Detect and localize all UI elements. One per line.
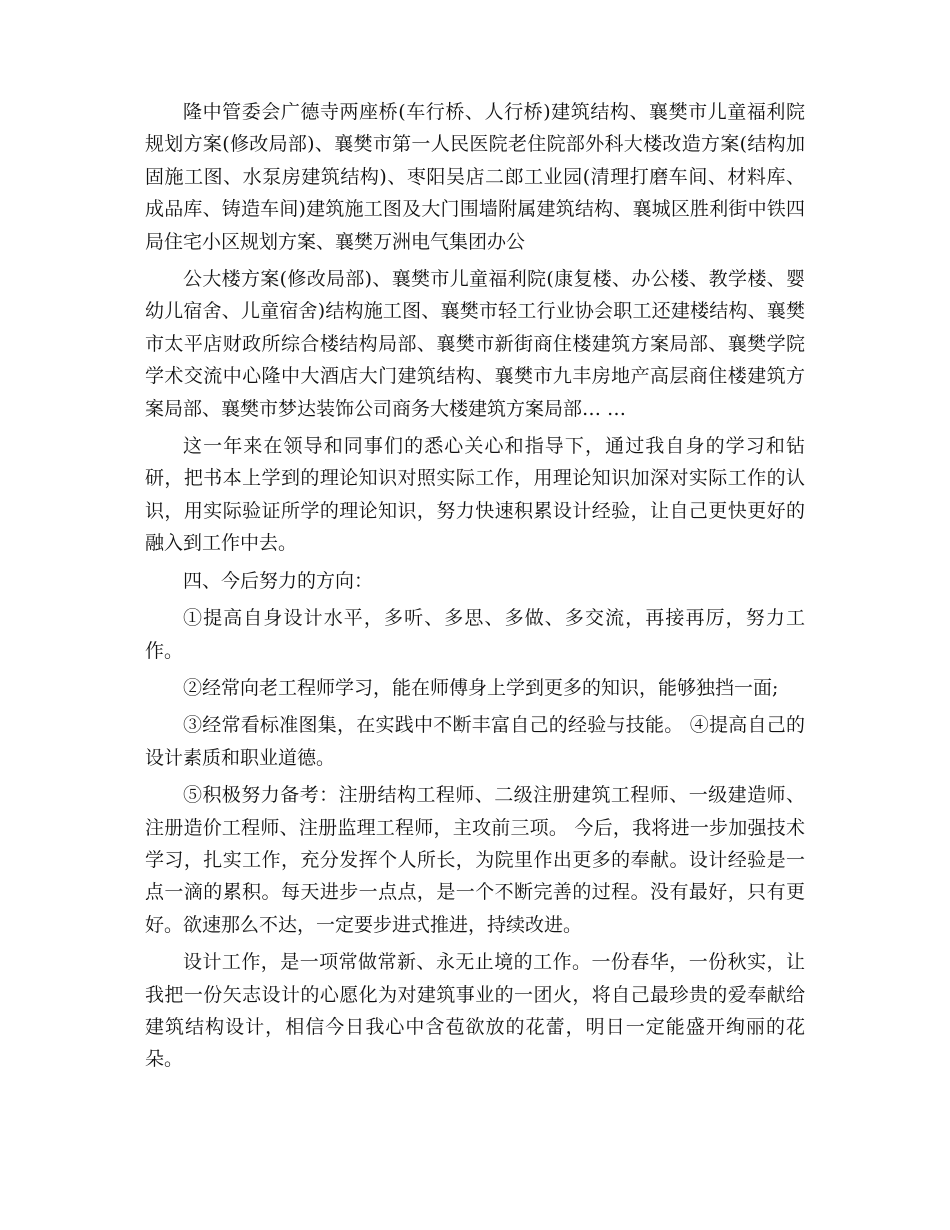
paragraph-future-heading: 四、今后努力的方向： [183, 569, 374, 592]
paragraph-projects-2: 公大楼方案(修改局部)、襄樊市儿童福利院(康复楼、办公楼、教学楼、婴幼儿宿舍、儿童宿舍)结构施工图、襄樊市轻工行业协会职工还建楼结构、襄樊市太平店财政所综合楼结构局部、襄樊市新街商住楼建筑方案局部、襄樊学院学术交流中心隆中大酒店大门建筑结构、襄樊市九丰房地产高层商住楼建筑方案局部、襄樊市梦达装饰公司商务大楼建筑方案局部… … [145, 268, 805, 420]
paragraph-goal-2: ②经常向老工程师学习，能在师傅身上学到更多的知识，能够独挡一面; [183, 676, 779, 699]
paragraph-goal-5: ⑤积极努力备考：注册结构工程师、二级注册建筑工程师、一级建造师、注册造价工程师、注册监理工程师，主攻前三项。 今后，我将进一步加强技术学习，扎实工作，充分发挥个人所长，为院里作出更多的奉献。设计经验是一点一滴的累积。每天进步一点点，是一个不断完善的过程。没有最好，只有更好。欲速那么不达，一定要步进式推进，持续改进。 [145, 784, 805, 936]
paragraph-goal-1: ①提高自身设计水平，多听、多思、多做、多交流，再接再厉，努力工作。 [145, 607, 805, 662]
paragraph-goal-3-4: ③经常看标准图集，在实践中不断丰富自己的经验与技能。 ④提高自己的设计素质和职业道德。 [145, 714, 805, 769]
paragraph-learning: 这一年来在领导和同事们的悉心关心和指导下，通过我自身的学习和钻研，把书本上学到的理论知识对照实际工作，用理论知识加深对实际工作的认识，用实际验证所学的理论知识，努力快速积累设计经验，让自己更快更好的融入到工作中去。 [145, 435, 805, 555]
document-page [145, 96, 805, 1081]
paragraph-projects-1: 隆中管委会广德寺两座桥(车行桥、人行桥)建筑结构、襄樊市儿童福利院规划方案(修改局部)、襄樊市第一人民医院老住院部外科大楼改造方案(结构加固施工图、水泵房建筑结构)、枣阳吴店二郎工业园(清理打磨车间、材料库、成品库、铸造车间)建筑施工图及大门围墙附属建筑结构、襄城区胜利街中铁四局住宅小区规划方案、襄樊万洲电气集团办公 [145, 101, 805, 253]
paragraph-conclusion: 设计工作，是一项常做常新、永无止境的工作。一份春华，一份秋实，让我把一份矢志设计的心愿化为对建筑事业的一团火，将自己最珍贵的爱奉献给建筑结构设计，相信今日我心中含苞欲放的花蕾，明日一定能盛开绚丽的花朵。 [145, 951, 805, 1071]
